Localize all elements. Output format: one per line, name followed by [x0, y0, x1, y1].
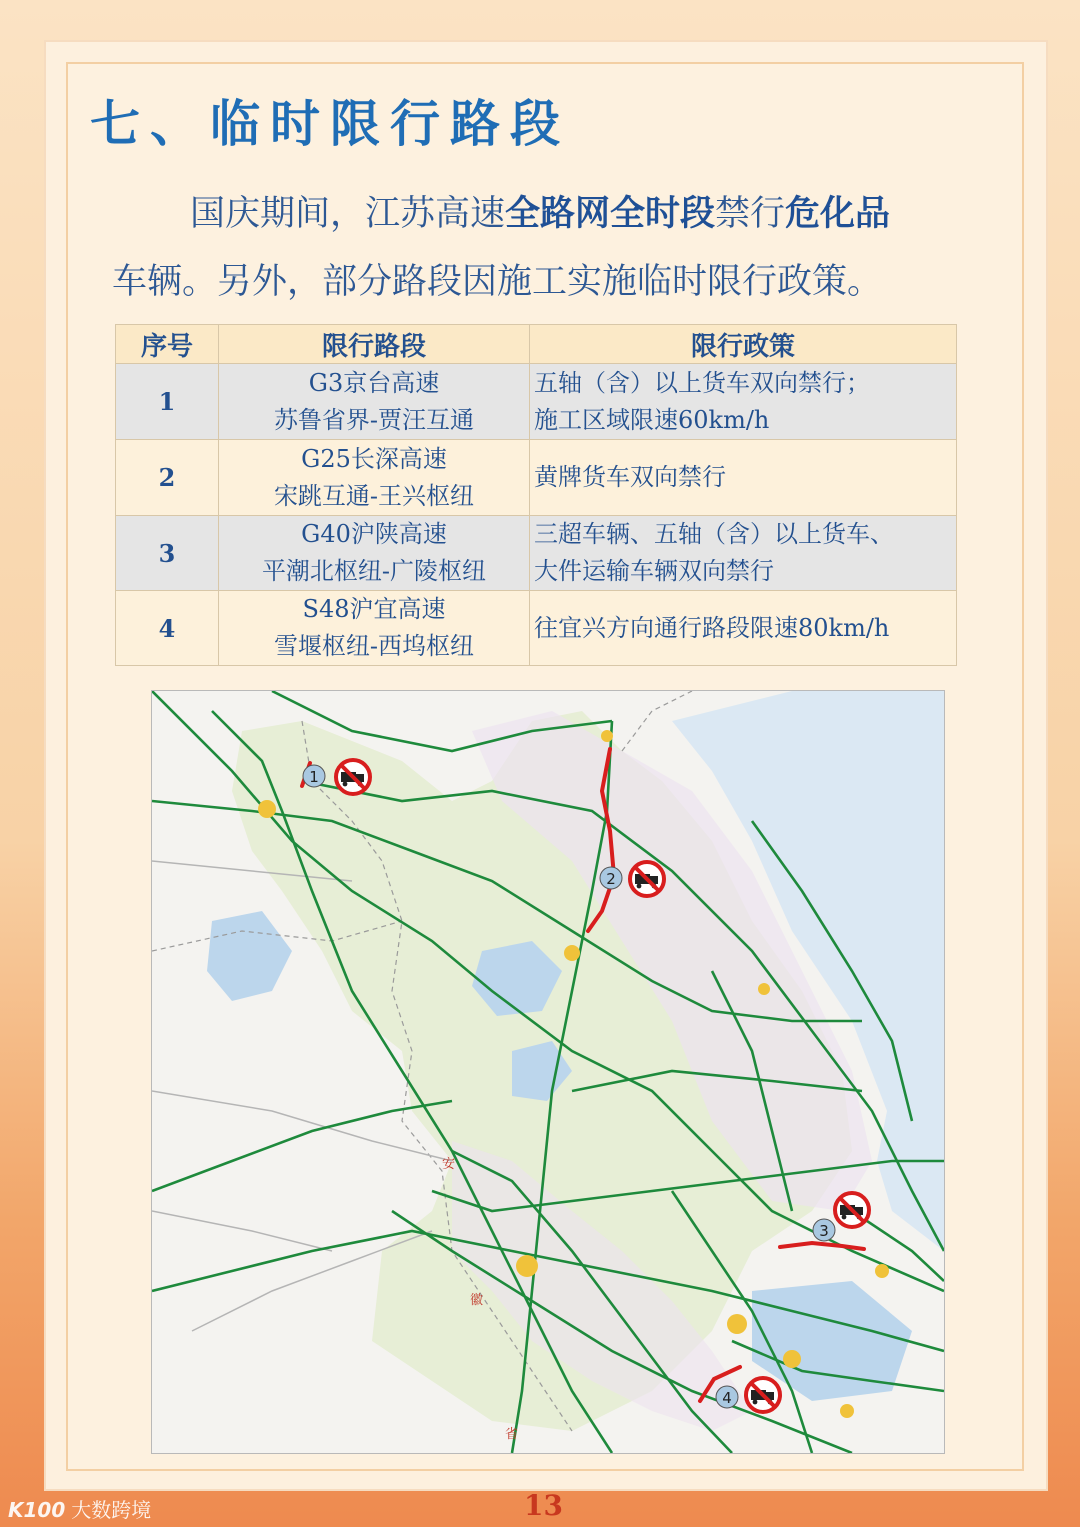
road-section-cell — [219, 364, 530, 440]
policy-cell — [530, 591, 957, 666]
highway-map — [151, 690, 945, 1454]
intro-paragraph — [112, 180, 972, 316]
header-number: 序号 — [116, 325, 219, 364]
table-header-row — [116, 325, 957, 364]
table-row — [116, 440, 957, 516]
row-number: 2 — [116, 440, 219, 516]
policy-line: 三超车辆、五轴（含）以上货车、 — [534, 520, 894, 548]
policy-line: 往宜兴方向通行路段限速80km/h — [534, 613, 890, 642]
no-truck-icon — [630, 862, 664, 896]
road-name: S48沪宜高速 — [302, 595, 446, 623]
no-truck-icon — [336, 760, 370, 794]
intro-line-1 — [112, 180, 972, 248]
policy-line: 大件运输车辆双向禁行 — [534, 557, 774, 585]
policy-line: 五轴（含）以上货车双向禁行； — [534, 368, 870, 397]
map-label-an: 安 — [442, 1157, 456, 1172]
road-name: G25长深高速 — [301, 444, 447, 473]
map-svg — [152, 691, 944, 1453]
road-name: G3京台高速 — [308, 368, 440, 397]
table-row — [116, 591, 957, 666]
road-section-cell — [219, 440, 530, 516]
policy-cell — [530, 516, 957, 591]
road-section: 苏鲁省界-贾汪互通 — [273, 405, 475, 434]
policy-cell — [530, 364, 957, 440]
intro-line-2: 车辆。另外，部分路段因施工实施临时限行政策。 — [112, 262, 883, 302]
table-row — [116, 516, 957, 591]
road-section: 雪堰枢纽-西坞枢纽 — [273, 632, 475, 660]
marker-label: 2 — [606, 870, 616, 888]
road-section: 平潮北枢纽-广陵枢纽 — [261, 557, 487, 585]
road-name: G40沪陕高速 — [301, 520, 447, 548]
row-number: 1 — [116, 364, 219, 440]
policy-line: 施工区域限速60km/h — [534, 405, 770, 434]
intro-text: 禁行 — [715, 194, 786, 234]
watermark-logo: K100 — [8, 1498, 66, 1522]
restriction-table — [115, 324, 957, 666]
policy-cell — [530, 440, 957, 516]
no-truck-icon — [746, 1378, 780, 1412]
intro-emphasis-hazmat: 危化品 — [785, 194, 891, 234]
no-truck-icon — [835, 1193, 869, 1227]
road-section-cell — [219, 591, 530, 666]
page-number: 13 — [524, 1489, 563, 1522]
header-policy: 限行政策 — [530, 325, 957, 364]
page-title: 七、临时限行路段 — [90, 95, 570, 153]
intro-text: 国庆期间，江苏高速 — [190, 194, 506, 234]
road-section: 宋跳互通-王兴枢纽 — [273, 481, 475, 510]
table-row — [116, 364, 957, 440]
marker-label: 4 — [722, 1389, 732, 1407]
map-label-hui: 徽 — [470, 1293, 484, 1308]
marker-label: 1 — [309, 768, 319, 786]
watermark-text: 大数跨境 — [71, 1498, 152, 1522]
road-section-cell — [219, 516, 530, 591]
intro-emphasis-network: 全路网全时段 — [505, 194, 716, 234]
watermark — [8, 1494, 151, 1523]
header-road-section: 限行路段 — [219, 325, 530, 364]
map-label-sheng: 省 — [505, 1427, 519, 1442]
row-number: 3 — [116, 516, 219, 591]
policy-line: 黄牌货车双向禁行 — [534, 463, 726, 491]
row-number: 4 — [116, 591, 219, 666]
marker-label: 3 — [819, 1222, 829, 1240]
